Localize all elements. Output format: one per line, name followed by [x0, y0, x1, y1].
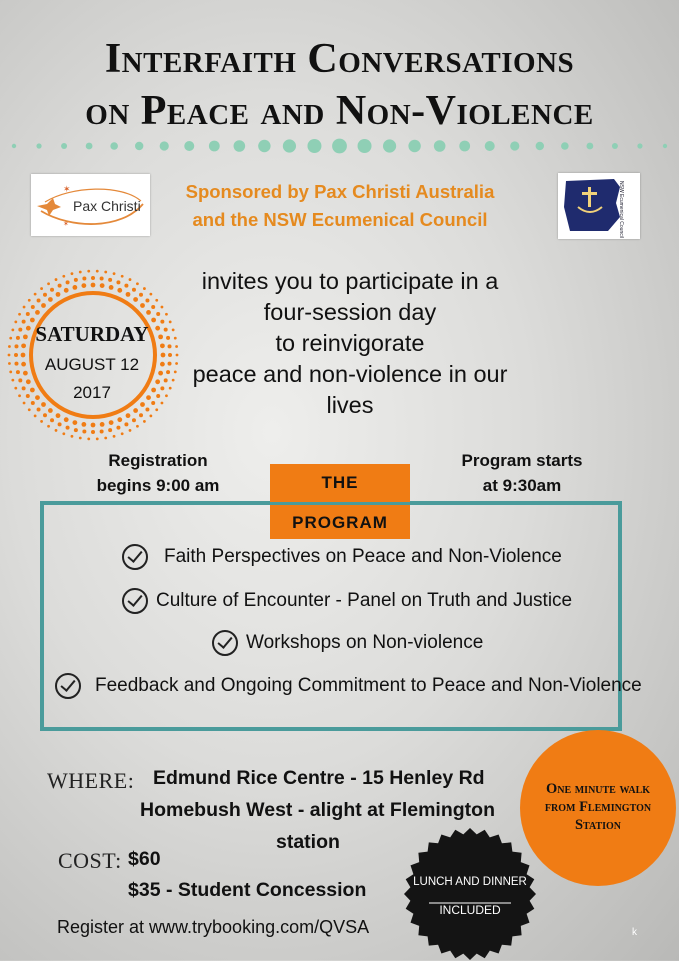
ring-dot [166, 370, 170, 374]
ring-dot [96, 437, 99, 440]
lunch-line-1: LUNCH AND DINNER [413, 876, 527, 888]
walk-line-2: from Flemington [544, 799, 652, 815]
ring-dot [129, 278, 132, 281]
ring-dot [8, 345, 11, 348]
ring-dot [169, 387, 172, 390]
dot-separator [0, 134, 679, 158]
ring-dot [161, 402, 164, 405]
ring-dot [71, 272, 74, 275]
ring-dot [16, 370, 20, 374]
title-line-1: Interfaith Conversations [104, 36, 575, 82]
ring-dot [156, 312, 160, 316]
ring-dot [168, 344, 172, 348]
ring-dot [37, 407, 41, 411]
ring-dot [8, 362, 11, 365]
program-item [122, 588, 572, 614]
ring-dot [124, 284, 128, 288]
ring-dot [108, 278, 112, 282]
sponsor-line-2: and the NSW Ecumenical Council [192, 209, 488, 230]
ring-dot [43, 413, 47, 417]
where-line-1: Edmund Rice Centre - 15 Henley Rd [153, 767, 485, 789]
ring-dot [116, 280, 120, 284]
ring-dot [100, 276, 104, 280]
ring-dot [168, 362, 172, 366]
ring-dot [14, 362, 18, 366]
invite-line-5: lives [326, 392, 374, 418]
ring-dot [74, 428, 78, 432]
ring-dot [104, 271, 107, 274]
ring-dot [169, 320, 172, 323]
separator-dot [160, 141, 169, 150]
separator-dot [586, 143, 593, 150]
ring-dot [43, 293, 47, 297]
separator-dot [307, 139, 321, 153]
sponsor-line-1: Sponsored by Pax Christi Australia [185, 181, 495, 202]
ring-dot [113, 272, 116, 275]
ring-dot [8, 354, 11, 357]
ring-dot [55, 429, 58, 432]
ring-dot [174, 371, 177, 374]
ring-dot [11, 328, 14, 331]
ring-dot [143, 420, 146, 423]
program-item [212, 630, 483, 656]
separator-dot [184, 141, 194, 151]
ring-dot [64, 288, 69, 293]
ring-dot [62, 275, 65, 278]
ring-dot [56, 413, 61, 418]
ring-dot [72, 420, 77, 425]
ring-dot [155, 299, 158, 302]
title-line-2: on Peace and Non-Violence [85, 88, 594, 134]
ring-dot [100, 422, 105, 427]
separator-dot [258, 140, 270, 152]
ring-dot [146, 310, 151, 315]
ring-dot [72, 285, 77, 290]
ring-dot [145, 299, 149, 303]
separator-dot [61, 143, 67, 149]
ring-dot [143, 287, 146, 290]
ring-dot [81, 283, 86, 288]
ring-dot [126, 292, 131, 297]
ring-dot [132, 288, 136, 292]
ring-dot [116, 426, 120, 430]
separator-dot [434, 140, 446, 152]
separator-dot [510, 141, 519, 150]
ring-dot [62, 432, 65, 435]
ring-dot [124, 422, 128, 426]
ring-dot [23, 306, 26, 309]
ring-dot [172, 328, 175, 331]
ring-dot [109, 420, 114, 425]
cost-line-1: $60 [128, 848, 161, 870]
ring-dot [165, 313, 168, 316]
ring-dot [158, 371, 163, 376]
ecumenical-council-logo [558, 173, 640, 239]
invite-line-1: invites you to participate in a [201, 268, 499, 294]
ring-dot [149, 414, 152, 417]
program-label-the: THE [270, 464, 410, 502]
ring-dot [23, 402, 26, 405]
ring-dot [172, 379, 175, 382]
registration-line-2: begins 9:00 am [96, 476, 220, 495]
invite-line-4: peace and non-violence in our [192, 361, 508, 387]
ring-dot [104, 437, 107, 440]
ring-dot [174, 337, 177, 340]
separator-dot [408, 140, 420, 152]
ring-dot [37, 299, 41, 303]
separator-dot [459, 141, 470, 152]
program-item [55, 673, 642, 699]
where-line-2: Homebush West - alight at Flemington [140, 799, 495, 821]
separator-dot [383, 139, 396, 152]
separator-dot [612, 143, 618, 149]
ring-dot [40, 420, 43, 423]
svg-text:✶: ✶ [63, 220, 69, 228]
ring-dot [18, 313, 21, 316]
ring-dot [91, 276, 95, 280]
ring-dot [164, 328, 168, 332]
separator-dot [536, 142, 544, 150]
ring-dot [165, 394, 168, 397]
ring-dot [82, 430, 86, 434]
ring-dot [35, 310, 40, 315]
check-circle-icon [55, 673, 81, 699]
ring-dot [21, 362, 26, 367]
ring-dot [91, 430, 95, 434]
ring-dot [40, 287, 43, 290]
ring-dot [139, 413, 143, 417]
ring-dot [87, 437, 90, 440]
ring-dot [79, 271, 82, 274]
ring-dot [158, 334, 163, 339]
where-label: WHERE: [47, 768, 135, 793]
invite-line-2: four-session day [263, 299, 437, 325]
ring-dot [16, 336, 20, 340]
walk-line-3: Station [574, 817, 622, 833]
check-circle-icon [122, 588, 148, 614]
registration-info [88, 448, 228, 498]
ring-dot [9, 337, 12, 340]
ring-dot [64, 417, 69, 422]
separator-dot [283, 139, 296, 152]
program-item-text: Feedback and Ongoing Commitment to Peace and Non-Violence [95, 675, 642, 696]
ring-dot [28, 408, 31, 411]
ring-dot [48, 408, 53, 413]
corner-mark: k [632, 927, 637, 938]
separator-dot [234, 140, 246, 152]
separator-dot [485, 141, 495, 151]
ring-dot [156, 394, 160, 398]
ring-dot [48, 297, 53, 302]
program-start-line-2: at 9:30am [482, 476, 562, 495]
separator-dot [36, 143, 41, 148]
separator-dot [637, 143, 642, 148]
walk-text [524, 780, 672, 834]
separator-dot [561, 142, 569, 150]
ring-dot [136, 282, 139, 285]
program-item-text: Faith Perspectives on Peace and Non-Violence [164, 546, 562, 567]
nsw-map-cross-icon [558, 173, 640, 239]
ecumenical-council-logo-text: NSW Ecumenical Council [618, 181, 624, 238]
ring-dot [96, 270, 99, 273]
ring-dot [14, 353, 18, 357]
ring-dot [121, 432, 124, 435]
ring-dot [34, 414, 37, 417]
ring-dot [109, 285, 114, 290]
separator-dot [209, 141, 220, 152]
separator-dot [86, 143, 93, 150]
lunch-line-2: INCLUDED [439, 903, 501, 917]
ring-dot [160, 343, 165, 348]
ring-dot [14, 320, 17, 323]
program-label-program: PROGRAM [270, 505, 410, 539]
ring-dot [14, 344, 18, 348]
ring-dot [18, 394, 21, 397]
ring-dot [74, 278, 78, 282]
ring-dot [9, 371, 12, 374]
ring-dot [31, 305, 35, 309]
cost-label: COST: [58, 848, 122, 873]
ring-dot [164, 378, 168, 382]
ring-dot [151, 305, 155, 309]
check-circle-icon [212, 630, 238, 656]
ring-dot [14, 387, 17, 390]
program-item [122, 544, 562, 570]
ring-dot [91, 423, 96, 428]
ring-dot [132, 418, 136, 422]
invite-text [190, 266, 510, 421]
separator-dot [358, 139, 372, 153]
ring-dot [126, 413, 131, 418]
ring-dot [140, 303, 145, 308]
cost-line-2: $35 - Student Concession [128, 879, 367, 901]
ring-dot [108, 428, 112, 432]
separator-dot [663, 144, 667, 148]
ring-dot [22, 320, 26, 324]
lunch-seal-badge [403, 827, 537, 961]
ring-dot [47, 282, 50, 285]
ring-dot [56, 292, 61, 297]
ring-dot [168, 353, 172, 357]
ring-dot [81, 422, 86, 427]
program-item-text: Culture of Encounter - Panel on Truth and Justice [156, 590, 573, 611]
program-start-line-1: Program starts [461, 451, 583, 470]
ring-dot [176, 354, 179, 357]
ring-dot [161, 353, 166, 358]
ring-dot [55, 278, 58, 281]
ring-dot [21, 353, 26, 358]
ring-dot [21, 343, 26, 348]
ring-dot [41, 303, 46, 308]
ring-dot [145, 407, 149, 411]
separator-dot [12, 144, 16, 148]
invite-line-3: to reinvigorate [275, 330, 425, 356]
ring-dot [18, 378, 22, 382]
ring-dot [100, 430, 104, 434]
ring-dot [91, 283, 96, 288]
ring-dot [34, 293, 37, 296]
ring-dot [133, 408, 138, 413]
ring-dot [50, 288, 54, 292]
walk-line-1: One minute walk [545, 781, 651, 797]
program-start-info [447, 448, 597, 498]
register-link[interactable]: Register at www.trybooking.com/QVSA [57, 917, 370, 937]
ring-dot [166, 336, 170, 340]
ring-dot [71, 435, 74, 438]
ring-dot [50, 418, 54, 422]
ring-dot [26, 312, 30, 316]
separator-dot [332, 139, 347, 154]
ring-dot [136, 425, 139, 428]
separator-dot [135, 142, 143, 150]
ring-dot [121, 275, 124, 278]
ring-dot [160, 320, 164, 324]
ring-dot [117, 417, 122, 422]
ring-dot [129, 429, 132, 432]
ring-dot [22, 386, 26, 390]
separator-dot [110, 142, 118, 150]
pax-christi-logo-text: Pax Christi [73, 198, 141, 214]
ring-dot [161, 306, 164, 309]
ring-dot [87, 270, 90, 273]
ring-dot [149, 293, 152, 296]
svg-text:✶: ✶ [63, 185, 71, 195]
ring-dot [117, 288, 122, 293]
pax-christi-logo [31, 174, 150, 236]
ring-dot [58, 284, 62, 288]
ring-dot [58, 422, 62, 426]
date-month-day: AUGUST 12 [44, 355, 140, 374]
date-day: SATURDAY [35, 322, 149, 346]
ring-dot [133, 297, 138, 302]
ring-dot [175, 362, 178, 365]
ring-dot [139, 293, 143, 297]
ring-dot [155, 408, 158, 411]
ring-dot [18, 328, 22, 332]
ring-dot [160, 362, 165, 367]
where-line-3: station [276, 831, 340, 853]
ring-dot [100, 283, 105, 288]
program-item-text: Workshops on Non-violence [246, 632, 484, 653]
ring-dot [28, 299, 31, 302]
ring-dot [79, 437, 82, 440]
ring-dot [66, 280, 70, 284]
ring-dot [160, 386, 164, 390]
ring-dot [66, 426, 70, 430]
ring-dot [175, 345, 178, 348]
ring-dot [47, 425, 50, 428]
date-year: 2017 [73, 383, 111, 402]
ring-dot [113, 435, 116, 438]
ring-dot [82, 276, 86, 280]
check-circle-icon [122, 544, 148, 570]
ring-dot [11, 379, 14, 382]
registration-line-1: Registration [108, 451, 208, 470]
